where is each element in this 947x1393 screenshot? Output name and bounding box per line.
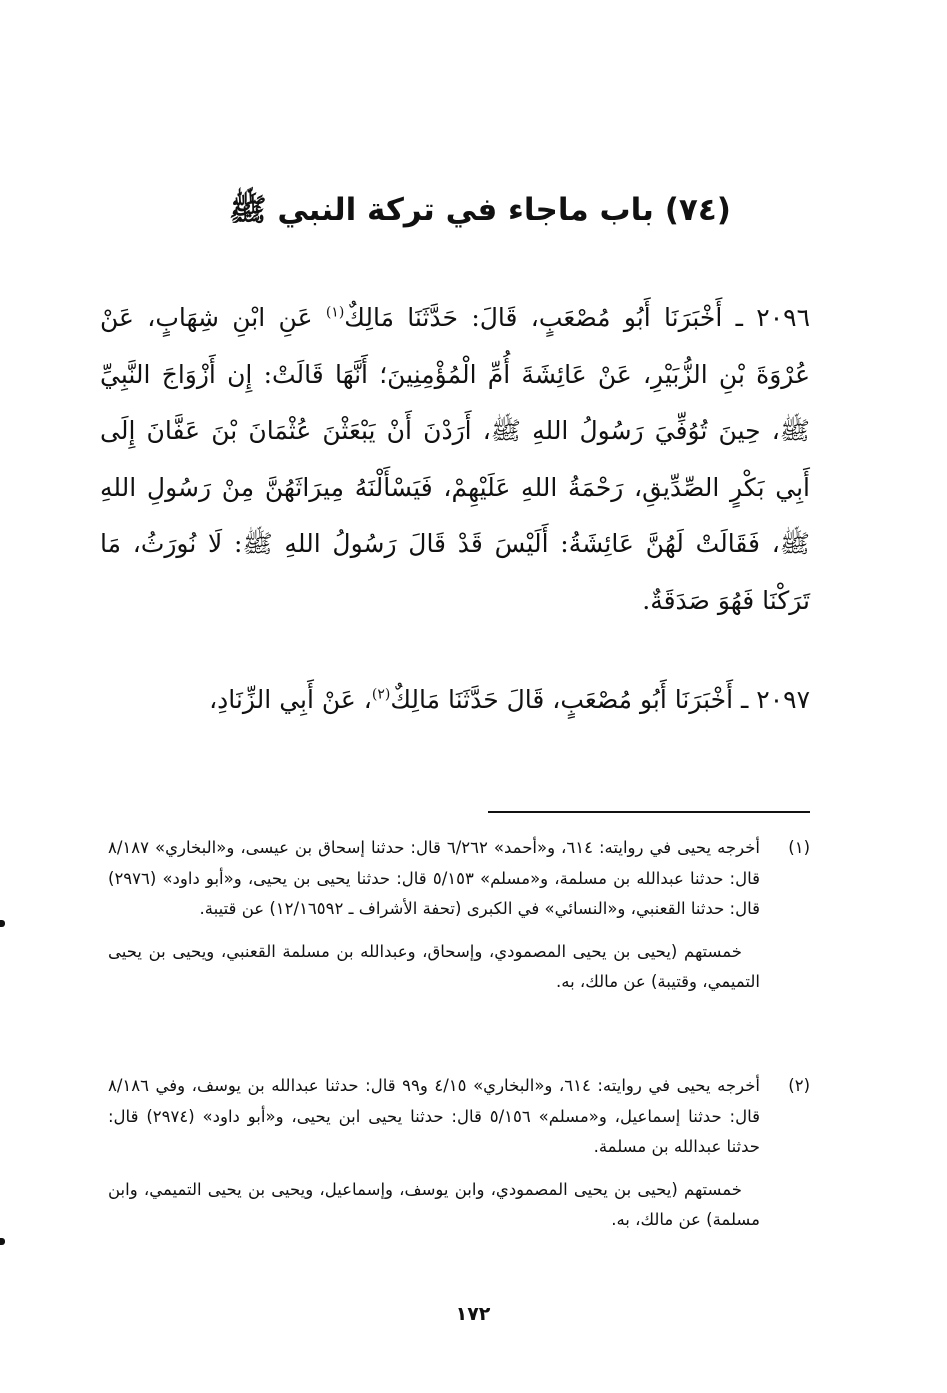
footnote-body	[108, 833, 810, 925]
page-number: ١٧٢	[455, 1303, 491, 1325]
footnote-text: أخرجه يحيى في روايته: ٦١٤، و«البخاري» ٤/١٥ و٩٩ قال: حدثنا عبدالله بن يوسف، وفي ٨/١٨٦ قال: حدثنا إسماعيل، و«مسلم» ٥/١٥٦ قال: حدثنا يحيى ابن يحيى، و«أبو داود» (٢٩٧٤) قال: حدثنا عبدالله بن مسلمة.	[108, 1076, 761, 1156]
footnote-body	[108, 1071, 810, 1163]
footnote-divider	[488, 811, 810, 813]
footnote-summary: خمستهم (يحيى بن يحيى المصمودي، وإسحاق، وعبدالله بن مسلمة القعنبي، ويحيى بن يحيى التميمي، وقتيبة) عن مالك، به.	[108, 941, 760, 991]
hadith-text-part: عَنِ ابْنِ شِهَابٍ، عَنْ عُرْوَةَ بْنِ الزُّبَيْرِ، عَنْ عَائِشَةَ أُمِّ الْمُؤْمِنِينَ؛ أَنَّهَا قَالَتْ: إِن أَزْوَاجَ النَّبِيِّ ﷺ، حِينَ تُوُفِّيَ رَسُولُ اللهِ ﷺ، أَرَدْنَ أَنْ يَبْعَثْنَ عُثْمَانَ بْنَ عَفَّانَ إِلَى أَبِي بَكْرٍ الصِّدِّيقِ، رَحْمَةُ اللهِ عَلَيْهِمْ، فَيَسْأَلْنَهُ مِيرَاثَهُنَّ مِنْ رَسُولِ اللهِ ﷺ، فَقَالَتْ لَهُنَّ عَائِشَةُ: أَلَيْسَ قَدْ قَالَ رَسُولُ اللهِ ﷺ: لَا نُورَثُ، مَا تَرَكْنَا فَهُوَ صَدَقَةٌ.	[100, 303, 810, 615]
hadith-2096	[100, 290, 810, 629]
scan-margin-mark	[0, 1238, 5, 1245]
hadith-text-part: ـ أَخْبَرَنَا أَبُو مُصْعَبٍ، قَالَ حَدَّثَنَا مَالِكٌ	[390, 685, 757, 714]
footnote-summary: خمستهم (يحيى بن يحيى المصمودي، وابن يوسف، وإسماعيل، ويحيى بن يحيى التميمي، وابن مسلمة) عن مالك، به.	[108, 1179, 760, 1229]
hadith-number: ٢٠٩٦	[756, 303, 810, 332]
footnote-text: أخرجه يحيى في روايته: ٦١٤، و«أحمد» ٦/٢٦٢ قال: حدثنا إسحاق بن عيسى، و«البخاري» ٨/١٨٧ قال: حدثنا عبدالله بن مسلمة، و«مسلم» ٥/١٥٣ قال: حدثنا يحيى بن يحيى، و«أبو داود» (٢٩٧٦) قال: حدثنا القعنبي، و«النسائي» في الكبرى (تحفة الأشراف ـ ١٢/١٦٥٩٢) عن قتيبة.	[108, 838, 760, 918]
hadith-number: ٢٠٩٧	[756, 685, 810, 714]
scan-margin-mark	[0, 920, 5, 927]
hadith-text-part: ـ أَخْبَرَنَا أَبُو مُصْعَبٍ، قَالَ: حَدَّثَنَا مَالِكٌ	[344, 303, 757, 332]
chapter-title: (٧٤) باب ماجاء في تركة النبي ﷺ	[229, 192, 731, 228]
footnote-2	[108, 1071, 810, 1236]
footnote-number: (١)	[788, 838, 810, 857]
footnote-reference[interactable]: (٢)	[371, 686, 391, 703]
footnote-reference[interactable]: (١)	[325, 304, 345, 321]
hadith-2097	[100, 672, 810, 728]
footnote-1	[108, 833, 810, 998]
footnote-number: (٢)	[788, 1076, 810, 1095]
hadith-text-part: ، عَنْ أَبِي الزِّنَادِ،	[209, 685, 372, 714]
